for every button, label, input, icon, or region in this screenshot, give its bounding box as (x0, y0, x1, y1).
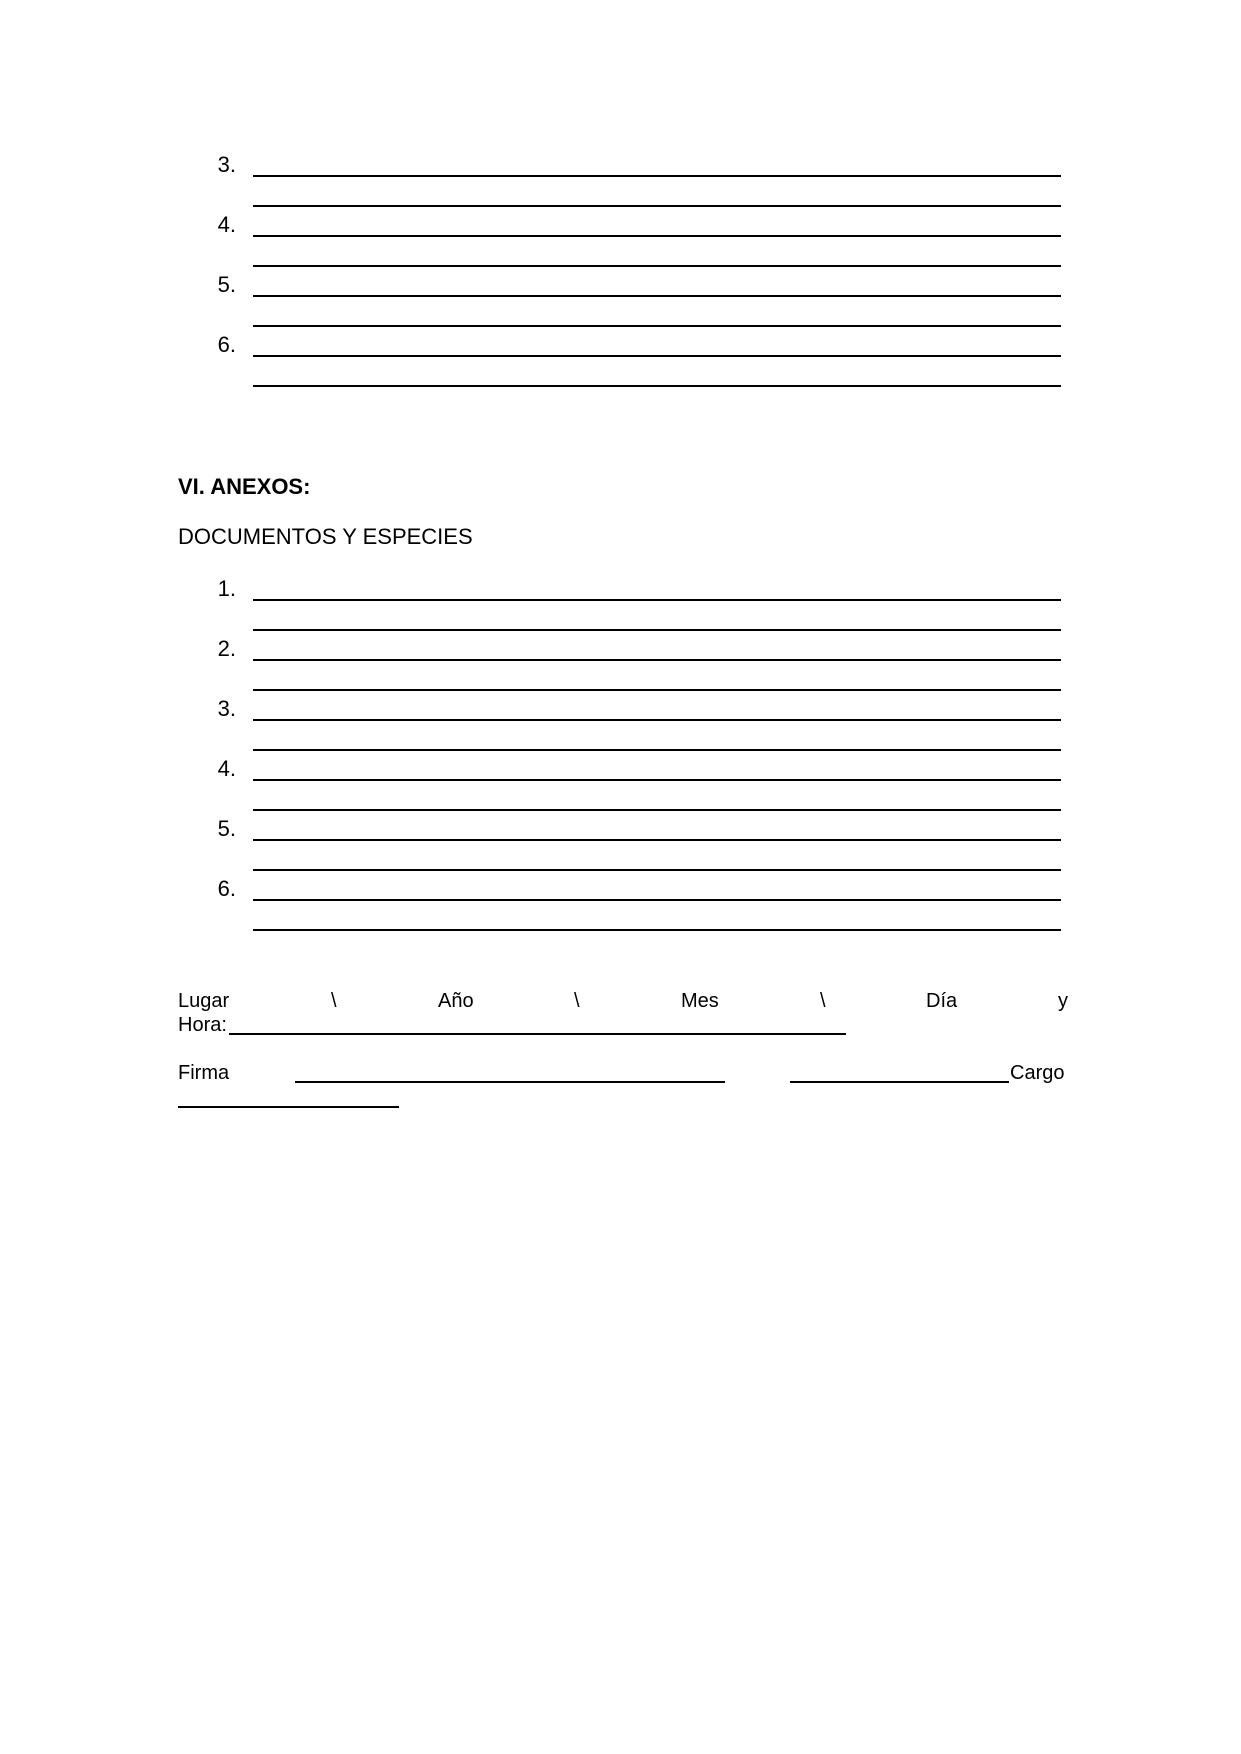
answer-line[interactable] (253, 599, 1061, 601)
cargo-label: Cargo (1010, 1062, 1065, 1084)
answer-line[interactable] (253, 839, 1061, 841)
list-item-number: 4. (217, 756, 236, 781)
date-fill-line[interactable] (229, 1033, 846, 1035)
list-item-number: 1. (217, 576, 236, 601)
answer-line[interactable] (253, 869, 1061, 871)
answer-line[interactable] (253, 355, 1061, 357)
lugar-label: Lugar (178, 990, 230, 1012)
section-heading: VI. ANEXOS: (178, 474, 311, 499)
answer-line[interactable] (253, 719, 1061, 721)
list-item-number: 5. (217, 272, 236, 297)
y-conjunction: y (1058, 990, 1068, 1012)
list-item-number: 6. (217, 876, 236, 901)
mes-label: Mes (681, 990, 719, 1012)
answer-line[interactable] (253, 749, 1061, 751)
section-subheading: DOCUMENTOS Y ESPECIES (178, 524, 473, 549)
answer-line[interactable] (253, 325, 1061, 327)
answer-line[interactable] (253, 265, 1061, 267)
list-item-number: 2. (217, 636, 236, 661)
answer-line[interactable] (253, 689, 1061, 691)
cargo-continuation-line[interactable] (178, 1106, 399, 1108)
firma-fill-line[interactable] (295, 1081, 725, 1083)
answer-line[interactable] (253, 779, 1061, 781)
list-item-number: 3. (217, 152, 236, 177)
dia-label: Día (926, 990, 958, 1012)
answer-line[interactable] (253, 629, 1061, 631)
answer-line[interactable] (253, 929, 1061, 931)
list-item-number: 6. (217, 332, 236, 357)
answer-line[interactable] (253, 175, 1061, 177)
answer-line[interactable] (253, 659, 1061, 661)
answer-line[interactable] (253, 235, 1061, 237)
answer-line[interactable] (253, 295, 1061, 297)
ano-label: Año (438, 990, 474, 1012)
separator: \ (574, 990, 580, 1012)
answer-line[interactable] (253, 899, 1061, 901)
hora-label: Hora: (178, 1014, 227, 1036)
cargo-fill-line[interactable] (790, 1081, 1009, 1083)
answer-line[interactable] (253, 809, 1061, 811)
list-item-number: 3. (217, 696, 236, 721)
separator: \ (331, 990, 337, 1012)
firma-label: Firma (178, 1062, 230, 1084)
list-item-number: 5. (217, 816, 236, 841)
answer-line[interactable] (253, 205, 1061, 207)
answer-line[interactable] (253, 385, 1061, 387)
list-item-number: 4. (217, 212, 236, 237)
separator: \ (820, 990, 826, 1012)
